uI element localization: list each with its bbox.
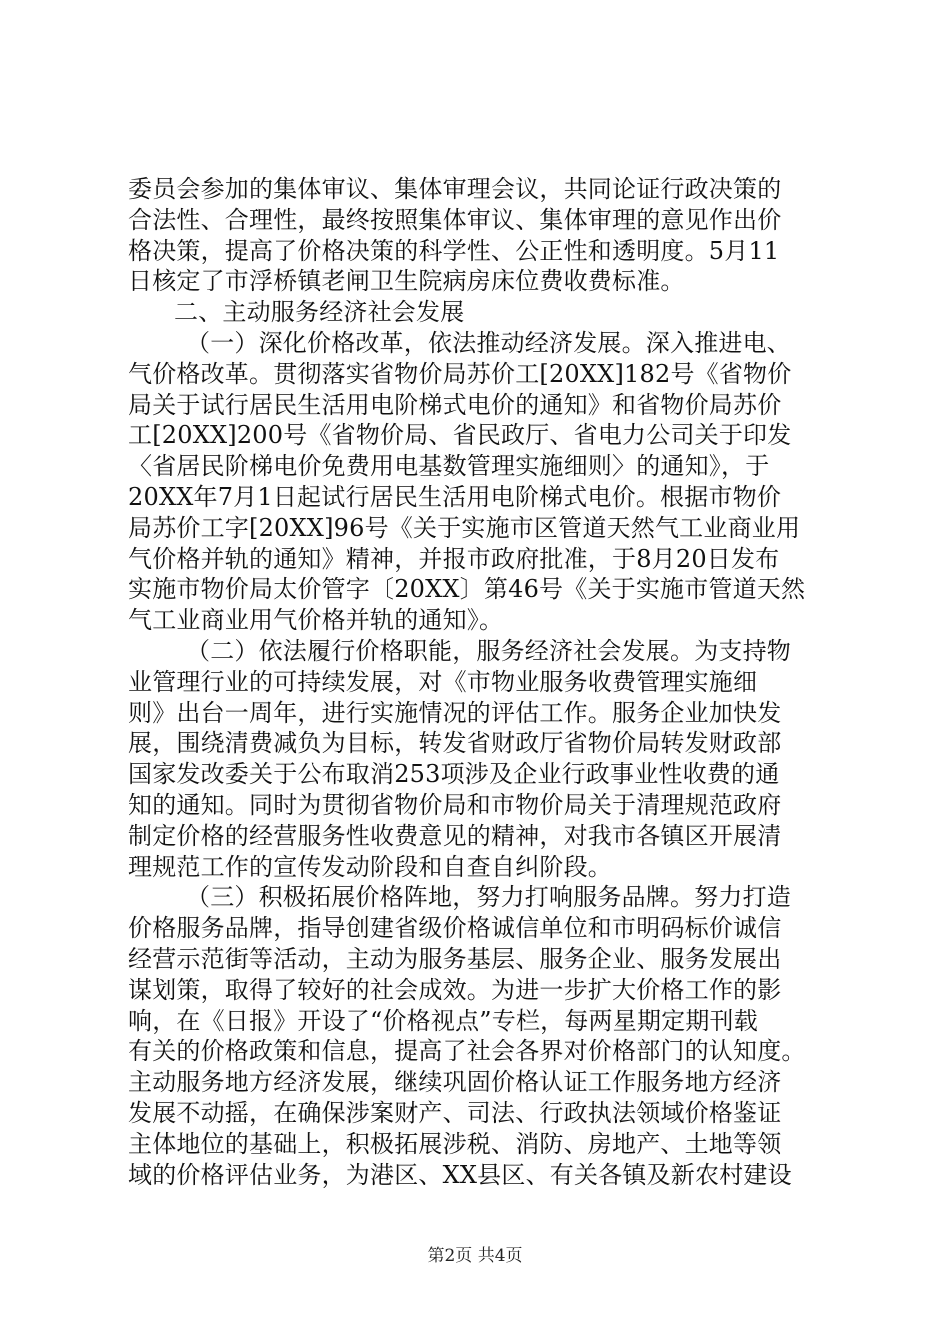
text-line: 发展不动摇，在确保涉案财产、司法、行政执法领域价格鉴证 <box>128 1098 782 1127</box>
text-line: 理规范工作的宣传发动阶段和自查自纠阶段。 <box>128 852 612 881</box>
text-line: 气价格改革。贯彻落实省物价局苏价工[20XX]182号《省物价 <box>128 359 792 388</box>
text-line: 价格服务品牌，指导创建省级价格诚信单位和市明码标价诚信 <box>128 914 782 943</box>
text-line: 业管理行业的可持续发展，对《市物业服务收费管理实施细 <box>128 667 758 696</box>
text-line: 工[20XX]200号《省物价局、省民政厅、省电力公司关于印发 <box>128 421 792 450</box>
text-line: 主体地位的基础上，积极拓展涉税、消防、房地产、土地等领 <box>128 1129 782 1158</box>
text-line: 日核定了市浮桥镇老闸卫生院病房床位费收费标准。 <box>128 267 685 296</box>
text-line: 20XX年7月1日起试行居民生活用电阶梯式电价。根据市物价 <box>128 482 782 511</box>
text-line: 有关的价格政策和信息，提高了社会各界对价格部门的认知度。 <box>128 1037 806 1066</box>
text-line: 局关于试行居民生活用电阶梯式电价的通知》和省物价局苏价 <box>128 390 782 419</box>
text-line: 主动服务地方经济发展，继续巩固价格认证工作服务地方经济 <box>128 1068 782 1097</box>
text-line: 实施市物价局太价管字〔20XX〕第46号《关于实施市管道天然 <box>128 575 806 604</box>
text-line: 谋划策，取得了较好的社会成效。为进一步扩大价格工作的影 <box>128 975 782 1004</box>
text-line: 〈省居民阶梯电价免费用电基数管理实施细则〉的通知》，于 <box>128 452 770 481</box>
text-line: 气价格并轨的通知》精神，并报市政府批准，于8月20日发布 <box>128 544 780 573</box>
text-line: 则》出台一周年，进行实施情况的评估工作。服务企业加快发 <box>128 698 782 727</box>
page-footer: 第2页 共4页 <box>427 1246 523 1266</box>
text-line: 格决策，提高了价格决策的科学性、公正性和透明度。5月11 <box>128 236 780 265</box>
text-line: 气工业商业用气价格并轨的通知》。 <box>128 606 504 635</box>
paragraph-start: （三）积极拓展价格阵地，努力打响服务品牌。努力打造 <box>186 883 791 912</box>
section-heading: 二、主动服务经济社会发展 <box>174 298 465 327</box>
paragraph-start: （一）深化价格改革，依法推动经济发展。深入推进电、 <box>186 328 791 357</box>
text-line: 知的通知。同时为贯彻省物价局和市物价局关于清理规范政府 <box>128 790 782 819</box>
text-line: 响，在《日报》开设了“价格视点”专栏，每两星期定期刊载 <box>128 1006 758 1035</box>
text-line: 委员会参加的集体审议、集体审理会议，共同论证行政决策的 <box>128 175 782 203</box>
body-text <box>128 174 850 1190</box>
text-line: 展，围绕清费减负为目标，转发省财政厅省物价局转发财政部 <box>128 729 782 758</box>
text-line: 合法性、合理性，最终按照集体审议、集体审理的意见作出价 <box>128 205 782 234</box>
text-line: 局苏价工字[20XX]96号《关于实施市区管道天然气工业商业用 <box>128 513 801 542</box>
text-line: 制定价格的经营服务性收费意见的精神，对我市各镇区开展清 <box>128 821 782 850</box>
text-line: 域的价格评估业务，为港区、XX县区、有关各镇及新农村建设 <box>128 1160 792 1189</box>
text-line: 国家发改委关于公布取消253项涉及企业行政事业性收费的通 <box>128 760 780 789</box>
text-line: 经营示范街等活动，主动为服务基层、服务企业、服务发展出 <box>128 944 782 973</box>
paragraph-start: （二）依法履行价格职能，服务经济社会发展。为支持物 <box>186 636 791 665</box>
